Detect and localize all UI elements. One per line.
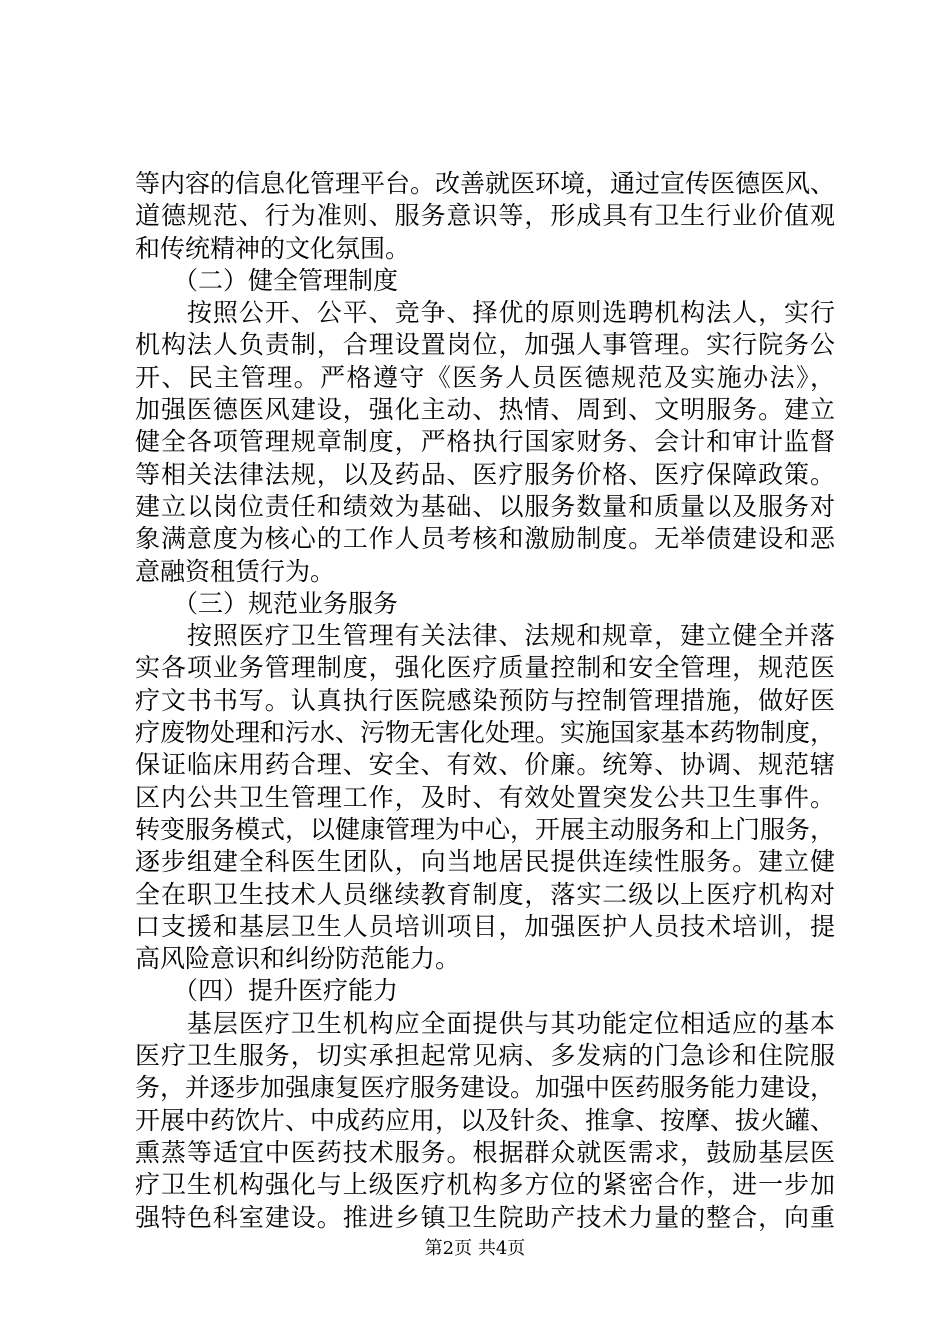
text-line: 道德规范、行为准则、服务意识等，形成具有卫生行业价值观 [135,201,835,231]
text-line: 医疗卫生服务，切实承担起常见病、多发病的门急诊和住院服 [135,1041,835,1071]
text-line: 等内容的信息化管理平台。改善就医环境，通过宣传医德医风、 [135,169,836,198]
text-line: 机构法人负责制，合理设置岗位，加强人事管理。实行院务公 [135,330,835,360]
text-line: 建立以岗位责任和绩效为基础、以服务数量和质量以及服务对 [135,491,835,521]
text-line: 逐步组建全科医生团队，向当地居民提供连续性服务。建立健 [135,847,835,877]
text-line: 等相关法律法规，以及药品、医疗服务价格、医疗保障政策。 [135,459,835,489]
section-heading: （二）健全管理制度 [173,265,399,295]
body-text [135,168,835,1234]
section-heading: （四）提升医疗能力 [173,976,399,1006]
text-line: 按照医疗卫生管理有关法律、法规和规章，建立健全并落 [135,621,835,651]
text-line: 区内公共卫生管理工作，及时、有效处置突发公共卫生事件。 [135,782,835,812]
text-line: 开、民主管理。严格遵守《医务人员医德规范及实施办法》， [135,362,835,392]
text-line: 实各项业务管理制度，强化医疗质量控制和安全管理，规范医 [135,653,835,683]
text-line: 意融资租赁行为。 [135,556,336,586]
text-line: 疗废物处理和污水、污物无害化处理。实施国家基本药物制度， [135,718,836,748]
text-line: 开展中药饮片、中成药应用，以及针灸、推拿、按摩、拔火罐、 [135,1105,836,1135]
text-line: 疗卫生机构强化与上级医疗机构多方位的紧密合作，进一步加 [135,1170,835,1200]
page-footer: 第2页 共4页 [424,1238,526,1259]
text-line: 象满意度为核心的工作人员考核和激励制度。无举债建设和恶 [135,524,835,554]
text-line: 基层医疗卫生机构应全面提供与其功能定位相适应的基本 [135,1008,835,1038]
text-line: 高风险意识和纠纷防范能力。 [135,944,461,974]
text-line: 转变服务模式，以健康管理为中心，开展主动服务和上门服务， [135,814,836,844]
text-line: 口支援和基层卫生人员培训项目，加强医护人员技术培训，提 [135,911,835,941]
text-line: 加强医德医风建设，强化主动、热情、周到、文明服务。建立 [135,395,835,425]
text-line: 熏蒸等适宜中医药技术服务。根据群众就医需求，鼓励基层医 [135,1137,835,1167]
text-line: 强特色科室建设。推进乡镇卫生院助产技术力量的整合，向重 [135,1202,835,1232]
text-line: 健全各项管理规章制度，严格执行国家财务、会计和审计监督 [135,427,835,457]
section-heading: （三）规范业务服务 [173,588,399,618]
text-line: 务，并逐步加强康复医疗服务建设。加强中医药服务能力建设， [135,1073,836,1103]
text-line: 按照公开、公平、竞争、择优的原则选聘机构法人，实行 [135,298,835,328]
text-line: 疗文书书写。认真执行医院感染预防与控制管理措施，做好医 [135,685,835,715]
text-line: 全在职卫生技术人员继续教育制度，落实二级以上医疗机构对 [135,879,835,909]
text-line: 和传统精神的文化氛围。 [135,233,411,263]
text-line: 保证临床用药合理、安全、有效、价廉。统筹、协调、规范辖 [135,750,835,780]
